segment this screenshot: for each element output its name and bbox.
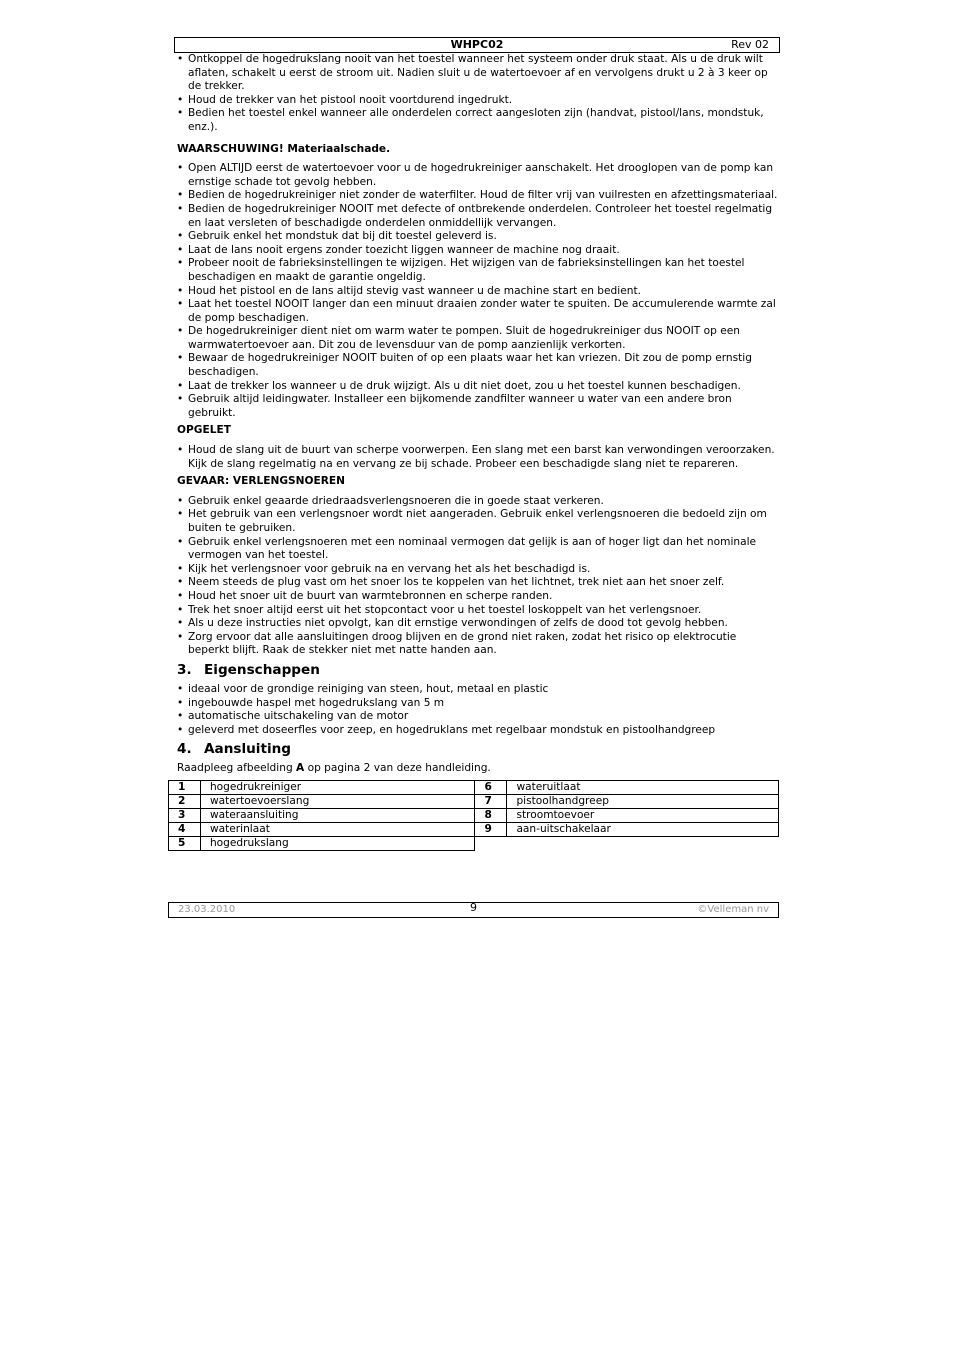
list-item: • Houd de trekker van het pistool nooit voortdurend ingedrukt. — [177, 94, 779, 108]
list-item: • Gebruik enkel geaarde driedraadsverlengsnoeren die in goede staat verkeren. — [177, 495, 779, 509]
caution-heading: OPGELET — [177, 424, 231, 437]
list-item: • Zorg ervoor dat alle aansluitingen droog blijven en de grond niet raken, zodat het risico op elektrocutie beperkt blijft. Raak de stekker niet met natte handen aan. — [177, 631, 779, 658]
list-item: • Neem steeds de plug vast om het snoer los te koppelen van het lichtnet, trek niet aan het snoer zelf. — [177, 576, 779, 590]
page-number: 9 — [470, 901, 477, 914]
list-item: • Gebruik enkel verlengsnoeren met een nominaal vermogen dat gelijk is aan of hoger ligt dan het nominale vermogen van het toestel. — [177, 536, 779, 563]
model-number: WHPC02 — [450, 38, 504, 51]
footer-date: 23.03.2010 — [178, 904, 236, 915]
list-item: • Bedien de hogedrukreiniger NOOIT met defecte of ontbrekende onderdelen. Controleer het toestel regelmatig en laat versleten of beschadigde onderdelen onmiddellijk vervangen. — [177, 203, 779, 230]
revision: Rev 02 — [731, 38, 769, 51]
list-item: • ideaal voor de grondige reiniging van steen, hout, metaal en plastic — [177, 683, 779, 697]
footer-copyright: ©Velleman nv — [697, 904, 769, 915]
list-item: • Laat het toestel NOOIT langer dan een minuut draaien zonder water te spuiten. De accumulerende warmte zal de pomp beschadigen. — [177, 298, 779, 325]
section-title: Aansluiting — [204, 741, 292, 758]
list-item: • Trek het snoer altijd eerst uit het stopcontact voor u het toestel loskoppelt van het verlengsnoer. — [177, 604, 779, 618]
table-row: 5 hogedrukslang — [169, 836, 779, 850]
manual-content — [177, 53, 779, 851]
list-item: • Probeer nooit de fabrieksinstellingen te wijzigen. Het wijzigen van de fabrieksinstellingen kan het toestel beschadigen en maakt de garantie ongeldig. — [177, 257, 779, 284]
features-list — [177, 683, 779, 737]
table-row: 3 wateraansluiting 8 stroomtoevoer — [169, 808, 779, 822]
list-item: • Bedien de hogedrukreiniger niet zonder de waterfilter. Houd de filter vrij van vuilresten en afzettingsmateriaal. — [177, 189, 779, 203]
list-item: • Houd het pistool en de lans altijd stevig vast wanneer u de machine start en bedient. — [177, 285, 779, 299]
section-heading-connection — [177, 741, 779, 758]
list-item: • ingebouwde haspel met hogedrukslang van 5 m — [177, 697, 779, 711]
list-item: • Gebruik altijd leidingwater. Installeer een bijkomende zandfilter wanneer u water van een andere bron gebruikt. — [177, 393, 779, 420]
list-item: • Houd de slang uit de buurt van scherpe voorwerpen. Een slang met een barst kan verwondingen veroorzaken. Kijk de slang regelmatig na en vervang ze bij schade. Probeer een beschadigde slang niet te repareren. — [177, 444, 779, 471]
caution-list — [177, 444, 779, 471]
list-item: • Het gebruik van een verlengsnoer wordt niet aangeraden. Gebruik enkel verlengsnoeren die bedoeld zijn om buiten te gebruiken. — [177, 508, 779, 535]
table-row: 4 waterinlaat 9 aan-uitschakelaar — [169, 822, 779, 836]
list-item: • De hogedrukreiniger dient niet om warm water te pompen. Sluit de hogedrukreiniger dus NOOIT op een warmwatertoevoer aan. Dit zou de levensduur van de pomp aanzienlijk verkorten. — [177, 325, 779, 352]
section-heading-features — [177, 662, 779, 679]
list-item: • Bedien het toestel enkel wanneer alle onderdelen correct aangesloten zijn (handvat, pistool/lans, mondstuk, enz.). — [177, 107, 779, 134]
list-item: • Bewaar de hogedrukreiniger NOOIT buiten of op een plaats waar het kan vriezen. Dit zou de pomp ernstig beschadigen. — [177, 352, 779, 379]
list-item: • Kijk het verlengsnoer voor gebruik na en vervang het als het beschadigd is. — [177, 563, 779, 577]
list-item: • Houd het snoer uit de buurt van warmtebronnen en scherpe randen. — [177, 590, 779, 604]
list-item: • Gebruik enkel het mondstuk dat bij dit toestel geleverd is. — [177, 230, 779, 244]
table-row: 1 hogedrukreiniger 6 wateruitlaat — [169, 780, 779, 794]
page-footer — [168, 902, 779, 918]
table-row: 2 watertoevoerslang 7 pistoolhandgreep — [169, 794, 779, 808]
list-item: • Laat de lans nooit ergens zonder toezicht liggen wanneer de machine nog draait. — [177, 244, 779, 258]
intro-bullet-list — [177, 53, 779, 135]
section-number: 3. — [177, 661, 192, 678]
list-item: • Als u deze instructies niet opvolgt, kan dit ernstige verwondingen of zelfs de dood tot gevolg hebben. — [177, 617, 779, 631]
section-number: 4. — [177, 741, 192, 758]
list-item: • Laat de trekker los wanneer u de druk wijzigt. Als u dit niet doet, zou u het toestel kunnen beschadigen. — [177, 380, 779, 394]
danger-heading: GEVAAR: VERLENGSNOEREN — [177, 475, 346, 488]
warning-list — [177, 162, 779, 420]
parts-table — [168, 780, 779, 851]
section-title: Eigenschappen — [204, 661, 320, 678]
connection-paragraph: Raadpleeg afbeelding A op pagina 2 van deze handleiding. — [177, 762, 491, 775]
page-header — [174, 37, 780, 53]
list-item: • geleverd met doseerfles voor zeep, en hogedruklans met regelbaar mondstuk en pistoolhandgreep — [177, 724, 779, 738]
figure-reference: A — [296, 762, 305, 775]
warning-heading: WAARSCHUWING! Materiaalschade. — [177, 142, 391, 155]
list-item: • Open ALTIJD eerst de watertoevoer voor u de hogedrukreiniger aanschakelt. Het drooglopen van de pomp kan ernstige schade tot gevolg hebben. — [177, 162, 779, 189]
list-item: • Ontkoppel de hogedrukslang nooit van het toestel wanneer het systeem onder druk staat. Als u de druk wilt aflaten, schakelt u eerst de stroom uit. Nadien sluit u de watertoevoer af en vervolgens drukt u 2 à 3 keer op de trekker. — [177, 53, 779, 94]
list-item: • automatische uitschakeling van de motor — [177, 710, 779, 724]
danger-list — [177, 495, 779, 658]
